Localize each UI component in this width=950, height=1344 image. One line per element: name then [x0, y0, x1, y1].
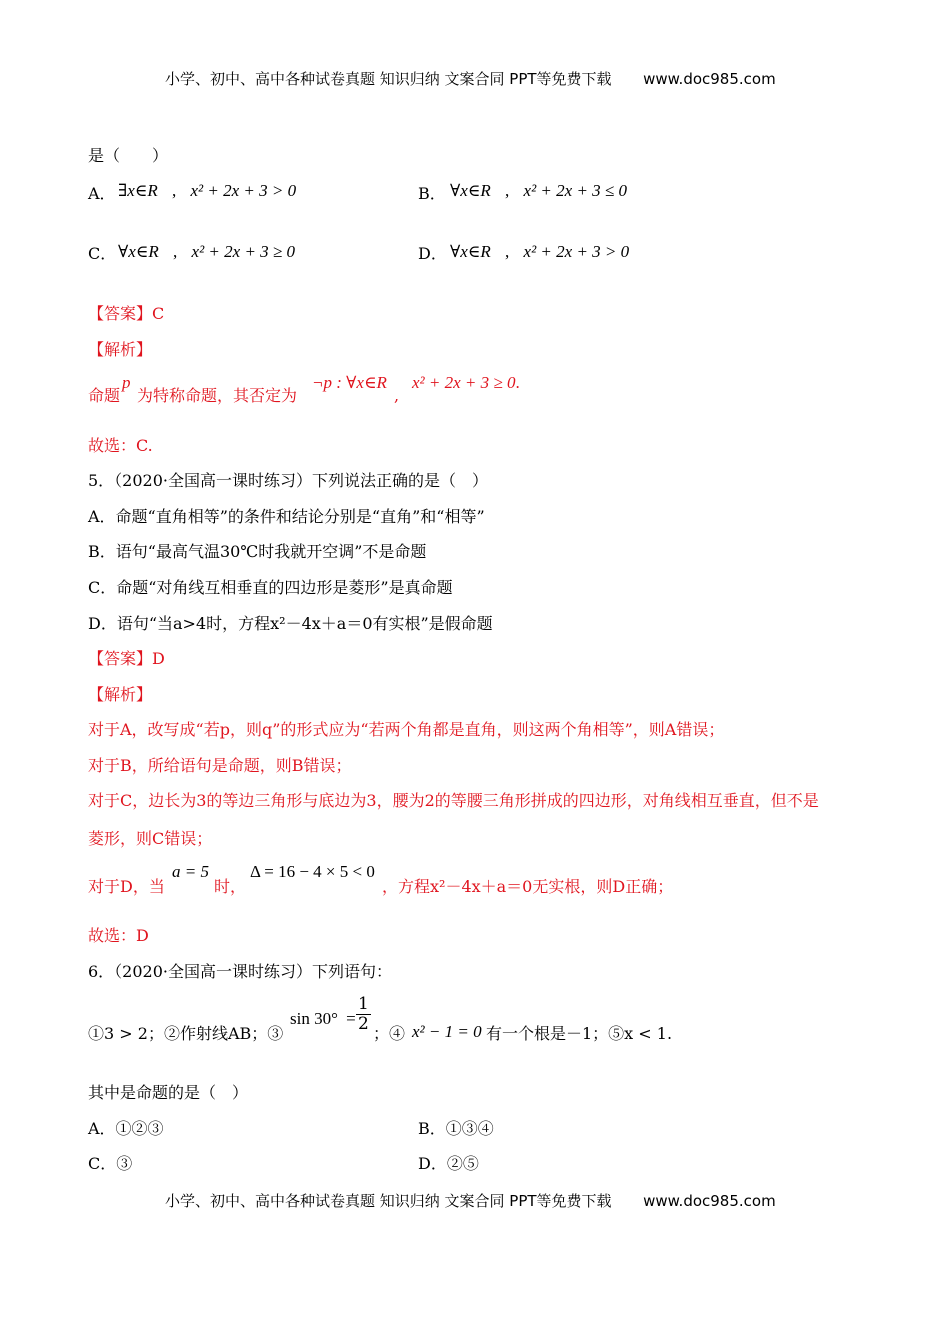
q4-analysis-expr	[412, 373, 520, 393]
inequality: x² + 2x + 3 > 0	[523, 242, 630, 261]
q5-analysis-c: 对于C，边长为3的等边三角形与底边为3，腰为2的等腰三角形拼成的四边形，对角线相互垂直，但不是	[88, 791, 819, 810]
q5-answer: 【答案】D	[88, 649, 165, 668]
q5-analysis-d-when: 时，	[214, 877, 247, 896]
q6-fraction	[356, 995, 371, 1033]
equals-sign: =	[346, 1009, 356, 1028]
negation-inequality: x² + 2x + 3 ≥ 0	[412, 373, 516, 392]
inequality: x² + 2x + 3 ≥ 0	[191, 242, 295, 261]
q5-analysis-d-start: 对于D，当	[88, 877, 165, 896]
quantifier: ∀x∈R	[450, 242, 491, 261]
q4-option-b-math: ∀x∈R , x² + 2x + 3 ≤ 0	[450, 181, 627, 200]
condition-expr: a = 5	[172, 862, 209, 881]
q5-stem: 5．（2020·全国高一课时练习）下列说法正确的是（ ）	[88, 471, 488, 490]
q6-option-b: B．①③④	[418, 1119, 494, 1138]
q5-option-b: B．语句“最高气温30℃时我就开空调”不是命题	[88, 542, 427, 561]
page-header	[165, 70, 776, 88]
proposition-p: p	[122, 373, 131, 392]
q6-question: 其中是命题的是（ ）	[88, 1083, 249, 1102]
q4-option-c-math: ∀x∈R , x² + 2x + 3 ≥ 0	[118, 242, 295, 261]
q6-option-a: A．①②③	[88, 1119, 164, 1138]
inequality: x² + 2x + 3 ≤ 0	[523, 181, 627, 200]
q4-analysis-line	[88, 386, 120, 405]
q4-analysis-title: 【解析】	[88, 340, 153, 359]
q5-analysis-d-delta	[250, 862, 375, 882]
footer-text: 小学、初中、高中各种试卷真题 知识归纳 文案合同 PPT等免费下载	[165, 1192, 612, 1210]
q6-sin-expr	[290, 1009, 356, 1029]
header-url: www.doc985.com	[643, 70, 776, 88]
q5-analysis-a: 对于A，改写成“若p，则q”的形式应为“若两个角都是直角，则这两个角相等”，则A错误；	[88, 720, 725, 739]
q4-analysis-mid: 为特称命题，其否定为	[137, 386, 298, 405]
q4-option-d-math: ∀x∈R , x² + 2x + 3 > 0	[450, 242, 630, 261]
option-label: D．	[418, 244, 447, 263]
q4-option-a	[88, 184, 116, 203]
quantifier: ∀x∈R	[450, 181, 491, 200]
q4-answer: 【答案】C	[88, 304, 165, 323]
q4-analysis-p	[122, 373, 131, 393]
q6-statements-start: ①3 > 2；②作射线AB；③	[88, 1024, 284, 1043]
q4-option-d	[418, 244, 447, 263]
q5-analysis-d-cond	[172, 862, 209, 882]
q4-stem-tail: 是（ ）	[88, 146, 169, 165]
q4-conclusion: 故选：C.	[88, 436, 153, 455]
q5-analysis-d-end: ，方程x²－4x＋a＝0无实根，则D正确；	[382, 877, 674, 896]
footer-url: www.doc985.com	[643, 1192, 776, 1210]
q6-stem: 6．（2020·全国高一课时练习）下列语句：	[88, 962, 392, 981]
q4-option-a-math: ∃x∈R , x² + 2x + 3 > 0	[118, 181, 297, 200]
quantifier: ∀x∈R	[118, 242, 159, 261]
option-label: B．	[418, 184, 446, 203]
q6-statements-end: 有一个根是－1；⑤x < 1.	[486, 1024, 673, 1043]
q5-analysis-b: 对于B，所给语句是命题，则B错误；	[88, 756, 352, 775]
equation-expr: x² − 1 = 0	[412, 1022, 482, 1041]
q4-option-c	[88, 244, 116, 263]
q5-option-a: A．命题“直角相等”的条件和结论分别是“直角”和“相等”	[88, 507, 485, 526]
discriminant-expr: Δ = 16 − 4 × 5 < 0	[250, 862, 375, 881]
q5-analysis-title: 【解析】	[88, 685, 153, 704]
q6-equation	[412, 1022, 482, 1042]
quantifier: ∃x∈R	[118, 181, 158, 200]
period: .	[515, 373, 520, 392]
q6-option-d: D．②⑤	[418, 1154, 479, 1173]
q5-analysis-c-cont: 菱形，则C错误；	[88, 829, 213, 848]
fraction-numerator: 1	[358, 994, 369, 1014]
q4-option-b	[418, 184, 446, 203]
option-label: A．	[88, 184, 116, 203]
analysis-text: 命题	[88, 386, 121, 405]
page-footer	[165, 1192, 776, 1210]
q6-sep: ；④	[373, 1024, 406, 1043]
q5-conclusion: 故选：D	[88, 926, 149, 945]
q4-analysis-negation	[312, 373, 387, 393]
q4-analysis-comma: ,	[394, 386, 400, 405]
q5-option-d: D．语句“当a>4时，方程x²－4x＋a＝0有实根”是假命题	[88, 614, 493, 633]
sine-expr: sin 30°	[290, 1009, 338, 1028]
option-label: C．	[88, 244, 117, 263]
inequality: x² + 2x + 3 > 0	[190, 181, 297, 200]
q5-option-c: C．命题“对角线互相垂直的四边形是菱形”是真命题	[88, 578, 453, 597]
q6-option-c: C．③	[88, 1154, 133, 1173]
negation-expr: ¬p : ∀x∈R	[312, 373, 387, 392]
header-text: 小学、初中、高中各种试卷真题 知识归纳 文案合同 PPT等免费下载	[165, 70, 612, 88]
fraction-denominator: 2	[358, 1013, 369, 1034]
